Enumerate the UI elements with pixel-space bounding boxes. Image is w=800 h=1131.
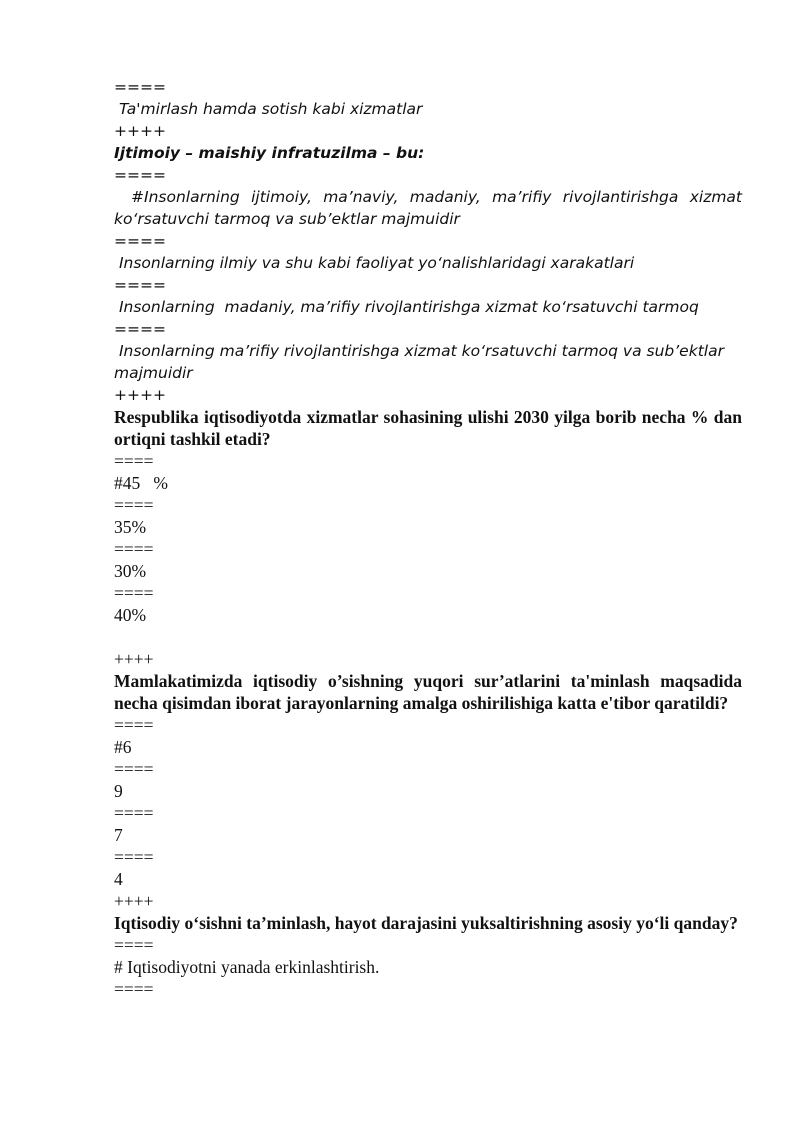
- question-marker: ++++: [114, 386, 166, 404]
- answer-option: Insonlarning ilmiy va shu kabi faoliyat yo‘nalishlaridagi xarakatlari: [114, 254, 635, 272]
- answer-option-correct: #6: [114, 737, 132, 757]
- separator: ====: [114, 78, 166, 96]
- question-marker: ++++: [114, 891, 154, 911]
- separator: ====: [114, 451, 154, 471]
- separator: ====: [114, 979, 154, 999]
- separator: ====: [114, 583, 154, 603]
- separator: ====: [114, 935, 154, 955]
- separator: ====: [114, 276, 166, 294]
- question-marker: ++++: [114, 649, 154, 669]
- answer-option-correct: #45 %: [114, 473, 168, 493]
- question-marker: ++++: [114, 122, 166, 140]
- answer-option: 4: [114, 869, 123, 889]
- answer-option: Insonlarning ma’rifiy rivojlantirishga xizmat ko‘rsatuvchi tarmoq va sub’ektlar majmuidir: [114, 342, 729, 382]
- question-text: Respublika iqtisodiyotda xizmatlar sohasining ulishi 2030 yilga borib necha % dan ortiqni tashkil etadi?: [114, 407, 747, 449]
- separator: ====: [114, 166, 166, 184]
- separator: ====: [114, 232, 166, 250]
- answer-option: 9: [114, 781, 123, 801]
- answer-option: 7: [114, 825, 123, 845]
- separator: ====: [114, 495, 154, 515]
- answer-option: 30%: [114, 561, 147, 581]
- question-text: Iqtisodiy o‘sishni ta’minlash, hayot darajasini yuksaltirishning asosiy yo‘li qanday?: [114, 913, 738, 933]
- separator: ====: [114, 539, 154, 559]
- blank-line: [114, 626, 742, 648]
- separator: ====: [114, 847, 154, 867]
- question-text: Ijtimoiy – maishiy infratuzilma – bu:: [114, 144, 425, 162]
- document-page: [114, 76, 747, 1000]
- separator: ====: [114, 759, 154, 779]
- answer-option: 40%: [114, 605, 147, 625]
- answer-option-correct: #Insonlarning ijtimoiy, ma’naviy, madaniy, ma’rifiy rivojlantirishga xizmat ko‘rsatuvchi tarmoq va sub’ektlar majmuidir: [114, 188, 747, 228]
- question-text: Mamlakatimizda iqtisodiy o’sishning yuqori sur’atlarini ta'minlash maqsadida necha qisimdan iborat jarayonlarning amalga oshirilishiga katta e'tibor qaratildi?: [114, 671, 747, 713]
- answer-option-correct: # Iqtisodiyotni yanada erkinlashtirish.: [114, 957, 380, 977]
- answer-option: 35%: [114, 517, 147, 537]
- separator: ====: [114, 320, 166, 338]
- separator: ====: [114, 803, 154, 823]
- answer-option: Ta'mirlash hamda sotish kabi xizmatlar: [114, 100, 423, 118]
- answer-option: Insonlarning madaniy, ma’rifiy rivojlantirishga xizmat ko‘rsatuvchi tarmoq: [114, 298, 699, 316]
- separator: ====: [114, 715, 154, 735]
